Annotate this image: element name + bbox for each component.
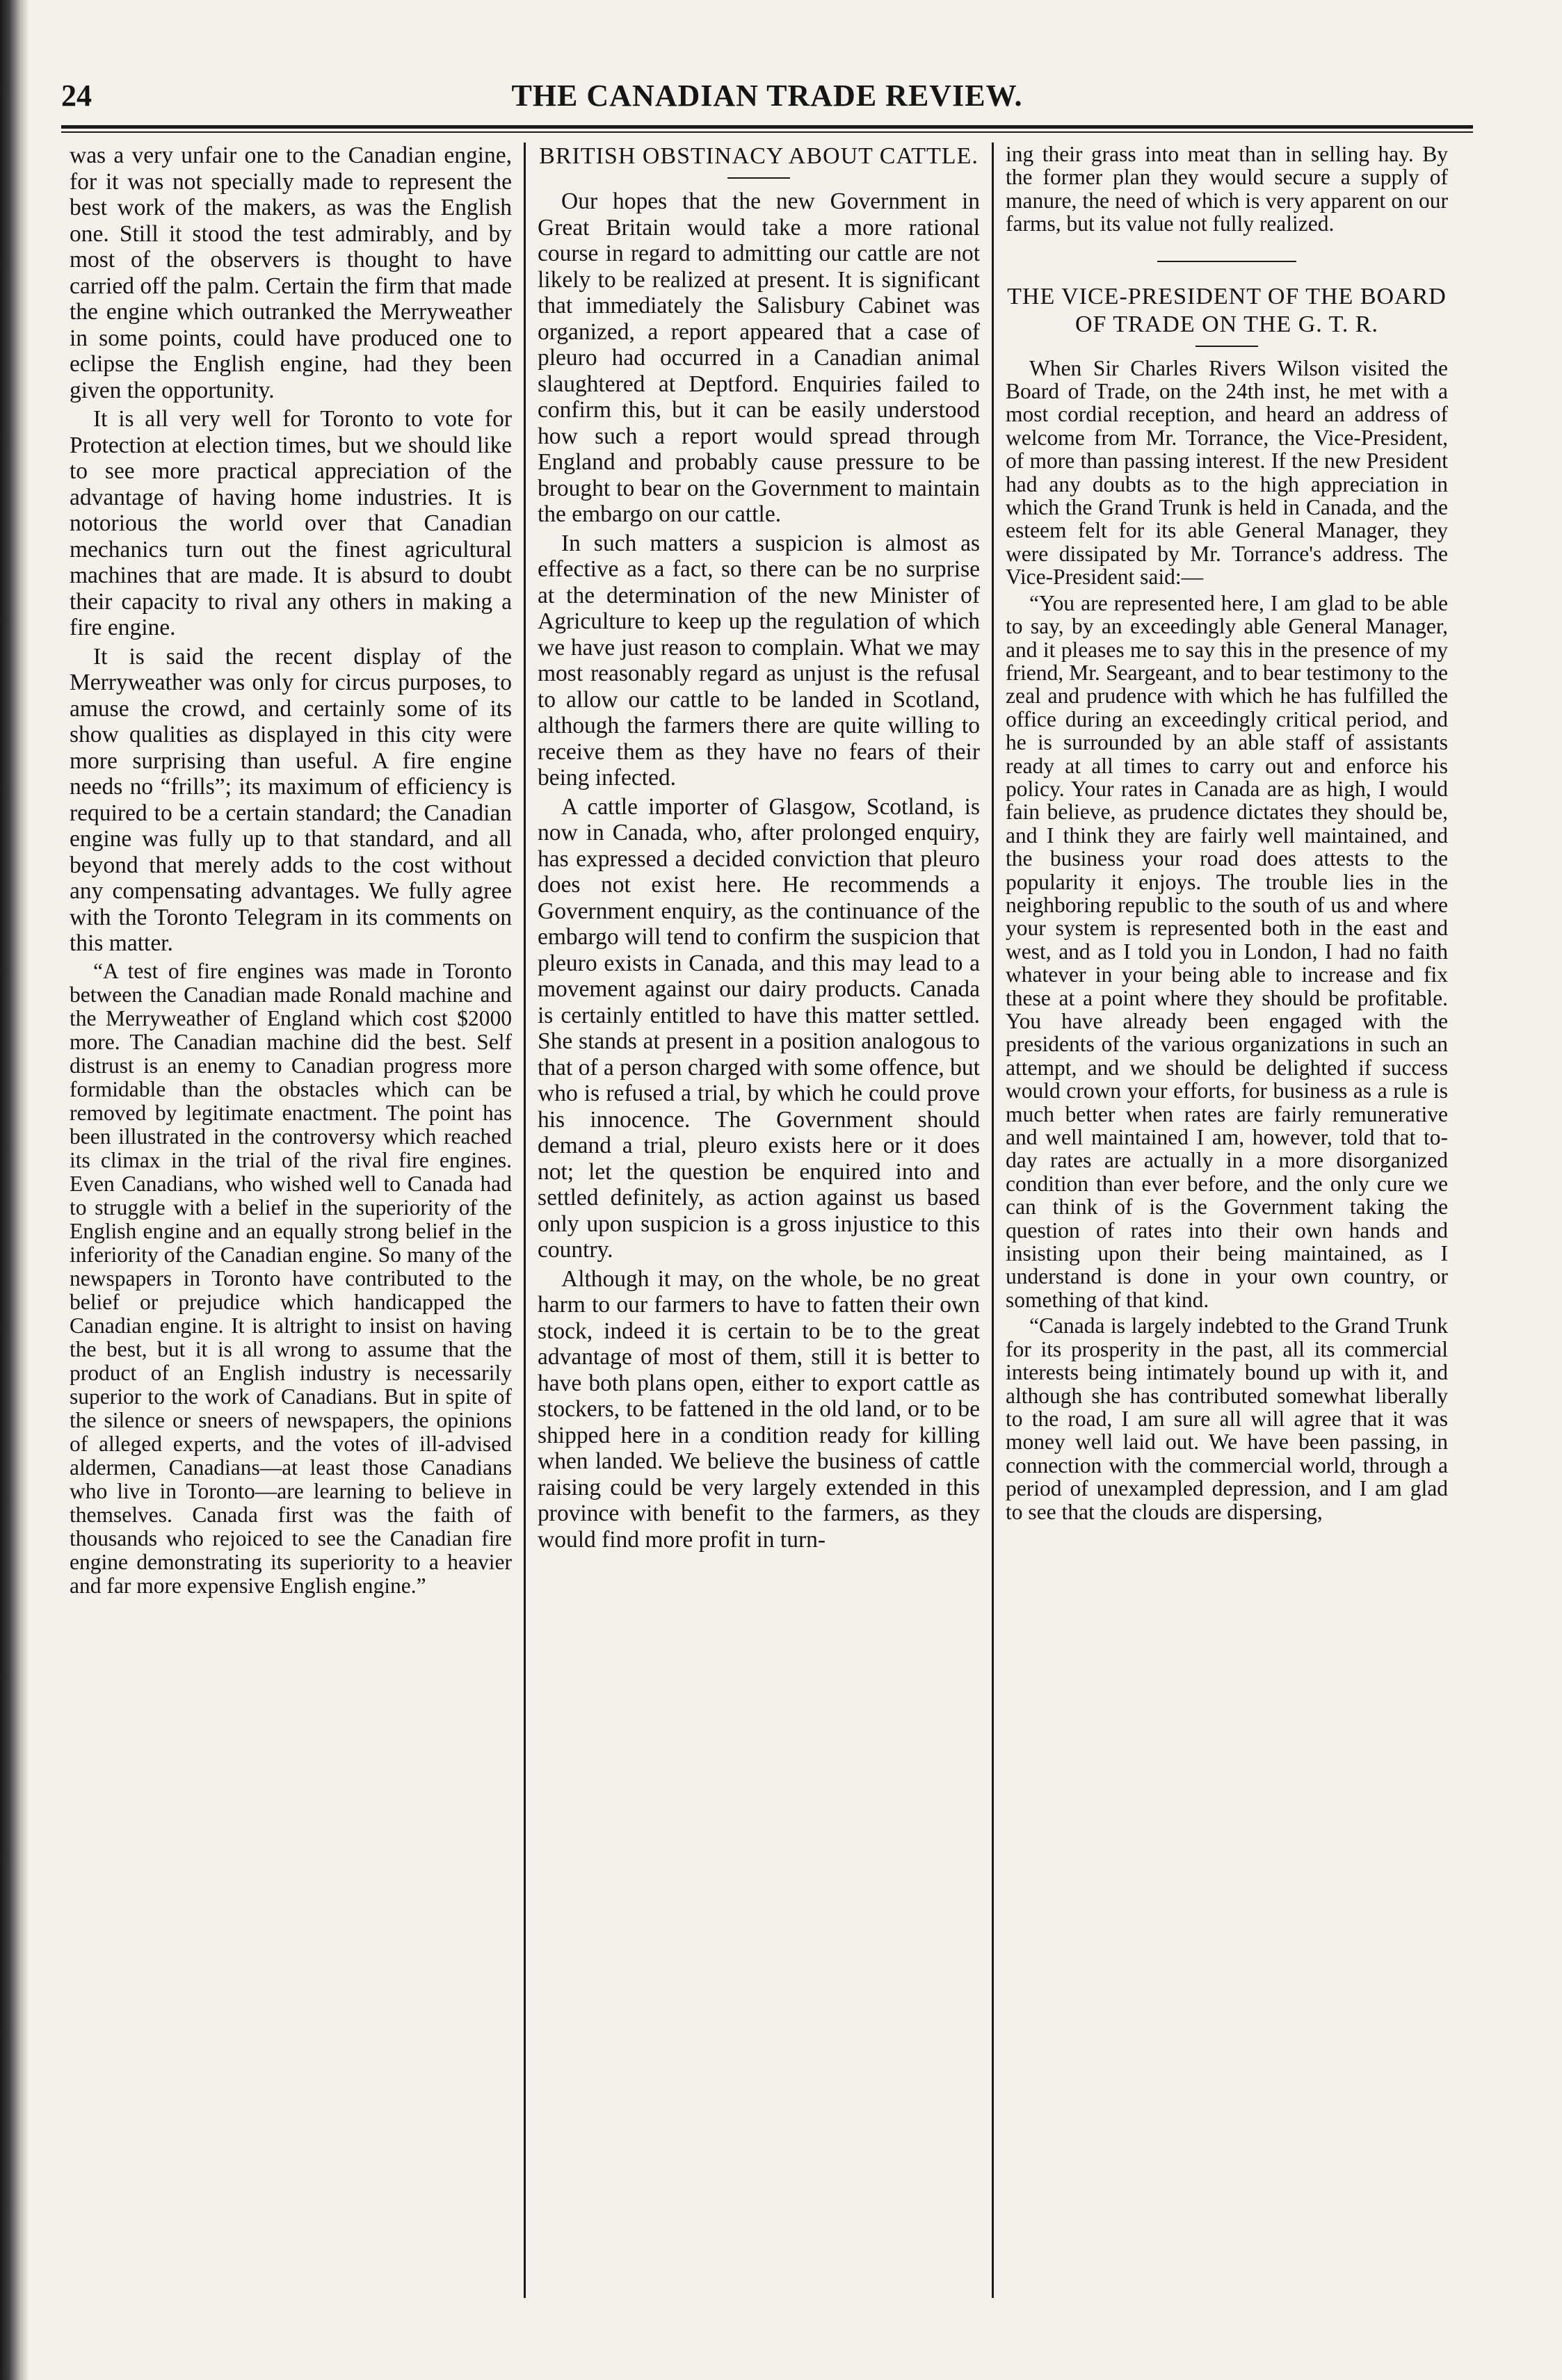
article-title-cattle: BRITISH OBSTINACY ABOUT CATTLE. (539, 143, 979, 169)
article-title-vice-president: THE VICE-PRESIDENT OF THE BOARD OF TRADE ON THE G. T. R. (1007, 283, 1447, 337)
column-3 (997, 143, 1456, 2298)
column-divider (524, 143, 526, 2298)
page-number: 24 (61, 79, 92, 113)
section-rule (1157, 261, 1296, 262)
title-rule (1195, 346, 1258, 347)
paragraph: A cattle importer of Glasgow, Scotland, is now in Canada, who, after prolonged enquiry, has expressed a decided conviction that pleuro does not exist here. He recommends a Government enquiry, as the continuance of the embargo will tend to confirm the suspicion that pleuro exists in Canada, and this may lead to a movement against our dairy products. Canada is certainly entitled to have this matter settled. She stands at present in a position analogous to that of a person charged with some offence, but who is refused a trial, by which he could prove his innocence. The Government should demand a trial, pleuro exists here or it does not; let the question be enquired into and settled definitely, as action against us based only upon suspicion is a gross injustice to this country. (538, 793, 980, 1263)
column-2 (529, 143, 988, 2298)
running-head-title: THE CANADIAN TRADE REVIEW. (511, 79, 1023, 113)
columns (61, 143, 1473, 2298)
paragraph: ing their grass into meat than in selling hay. By the former plan they would secure a supply of manure, the need of which is very apparent on our farms, but its value not fully realized. (1006, 142, 1448, 236)
page-header (61, 70, 1473, 118)
title-rule (727, 177, 790, 179)
quoted-paragraph: “A test of fire engines was made in Toronto between the Canadian made Ronald machine and the Merryweather of England which cost $2000 more. The Canadian machine did the best. Self distrust is an enemy to Canadian progress more formidable than the obstacles which can be removed by legitimate enactment. The point has been illustrated in the controversy which reached its climax in the trial of the rival fire engines. Even Canadians, who wished well to Canada had to struggle with a belief in the superiority of the English engine and an equally strong belief in the inferiority of the Canadian engine. So many of the newspapers in Toronto have contributed to the belief or prejudice which handicapped the Canadian engine. It is altright to insist on having the best, but it is all wrong to assume that the product of an English industry is necessarily superior to the work of Canadians. But in spite of the silence or sneers of newspapers, the opinions of alleged experts, and the votes of ill-advised aldermen, Canadians—at least those Canadians who live in Toronto—are learning to believe in themselves. Canada first was the faith of thousands who rejoiced to see the Canadian fire engine demonstrating its superiority to a heavier and far more expensive English engine.” (70, 958, 512, 1598)
paragraph: In such matters a suspicion is almost as effective as a fact, so there can be no surprise at the determination of the new Minister of Agriculture to keep up the regulation of which we have just reason to complain. What we may most reasonably regard as unjust is the refusal to allow our cattle to be landed in Scotland, although the farmers there are quite willing to receive them as they have no fears of their being infected. (538, 530, 980, 791)
column-divider (992, 143, 994, 2298)
quoted-paragraph: “You are represented here, I am glad to be able to say, by an exceedingly able General Manager, and it pleases me to say this in the presence of my friend, Mr. Seargeant, and to bear testimony to the zeal and prudence with which he has fulfilled the office during an exceedingly critical period, and he is surrounded by an able staff of assistants ready at all times to carry out and enforce his policy. Your rates in Canada are as high, I would fain believe, as prudence dictates they should be, and I think they are fairly well maintained, and the business your road does attests to the popularity it enjoys. The trouble lies in the neighboring republic to the south of us and where your system is represented both in the east and west, and as I told you in London, I had no faith whatever in your being able to increase and fix these at a point where they should be profitable. You have already been engaged with the presidents of the various organizations in such an attempt, and we should be delighted if success would crown your efforts, for business as a rule is much better when rates are fairly remunerative and well maintained I am, however, told that to-day rates are actually in a more disorganized condition than ever before, and the only cure we can think of is the Government taking the question of rates into their own hands and insisting upon their being maintained, as I understand is done in your own country, or something of that kind. (1006, 590, 1448, 1312)
header-rule-thin (61, 131, 1473, 133)
header-rule (61, 125, 1473, 129)
paragraph: Our hopes that the new Government in Great Britain would take a more rational course in regard to admitting our cattle are not likely to be realized at present. It is significant that immediately the Salisbury Cabinet was organized, a report appeared that a case of pleuro had occurred in a Canadian animal slaughtered at Deptford. Enquiries failed to confirm this, but it can be easily understood how such a report would spread through England and probably cause pressure to be brought to bear on the Government to maintain the embargo on our cattle. (538, 188, 980, 527)
paragraph: It is said the recent display of the Merryweather was only for circus purposes, to amuse the crowd, and certainly some of its show qualities as displayed in this city were more surprising than useful. A fire engine needs no “frills”; its maximum of efficiency is required to be a certain standard; the Canadian engine was fully up to that standard, and all beyond that merely adds to the cost without any compensating advantages. We fully agree with the Toronto Telegram in its comments on this matter. (70, 643, 512, 956)
paragraph: Although it may, on the whole, be no great harm to our farmers to have to fatten their own stock, indeed it is certain to be to the great advantage of most of them, still it is better to have both plans open, either to export cattle as stockers, to be fattened in the old land, or to be shipped here in a condition ready for killing when landed. We believe the business of cattle raising could be very largely extended in this province with benefit to the farmers, as they would find more profit in turn- (538, 1265, 980, 1553)
quoted-paragraph: “Canada is largely indebted to the Grand Trunk for its prosperity in the past, all its commercial interests being intimately bound up with it, and although she has contributed somewhat liberally to the road, I am sure all will agree that it was money well laid out. We have been passing, in connection with the commercial world, through a period of unexampled depression, and I am glad to see that the clouds are dispersing, (1006, 1313, 1448, 1524)
column-1 (61, 143, 520, 2298)
newspaper-page (61, 70, 1473, 2350)
paragraph: When Sir Charles Rivers Wilson visited the Board of Trade, on the 24th inst, he met with a most cordial reception, and heard an address of welcome from Mr. Torrance, the Vice-President, of more than passing interest. If the new President had any doubts as to the high appreciation in which the Grand Trunk is held in Canada, and the esteem felt for its able General Manager, they were dissipated by Mr. Torrance's address. The Vice-President said:— (1006, 355, 1448, 590)
page-binding-edge (0, 0, 29, 2380)
paragraph: was a very unfair one to the Canadian engine, for it was not specially made to represent the best work of the makers, as was the English one. Still it stood the test admirably, and by most of the observers is thought to have carried off the palm. Certain the firm that made the engine which outranked the Merryweather in some points, could have produced one to eclipse the English engine, had they been given the opportunity. (70, 143, 512, 403)
paragraph: It is all very well for Toronto to vote for Protection at election times, but we should like to see more practical appreciation of the advantage of having home industries. It is notorious the world over that Canadian mechanics turn out the finest agricultural machines that are made. It is absurd to doubt their capacity to rival any others in making a fire engine. (70, 406, 512, 640)
